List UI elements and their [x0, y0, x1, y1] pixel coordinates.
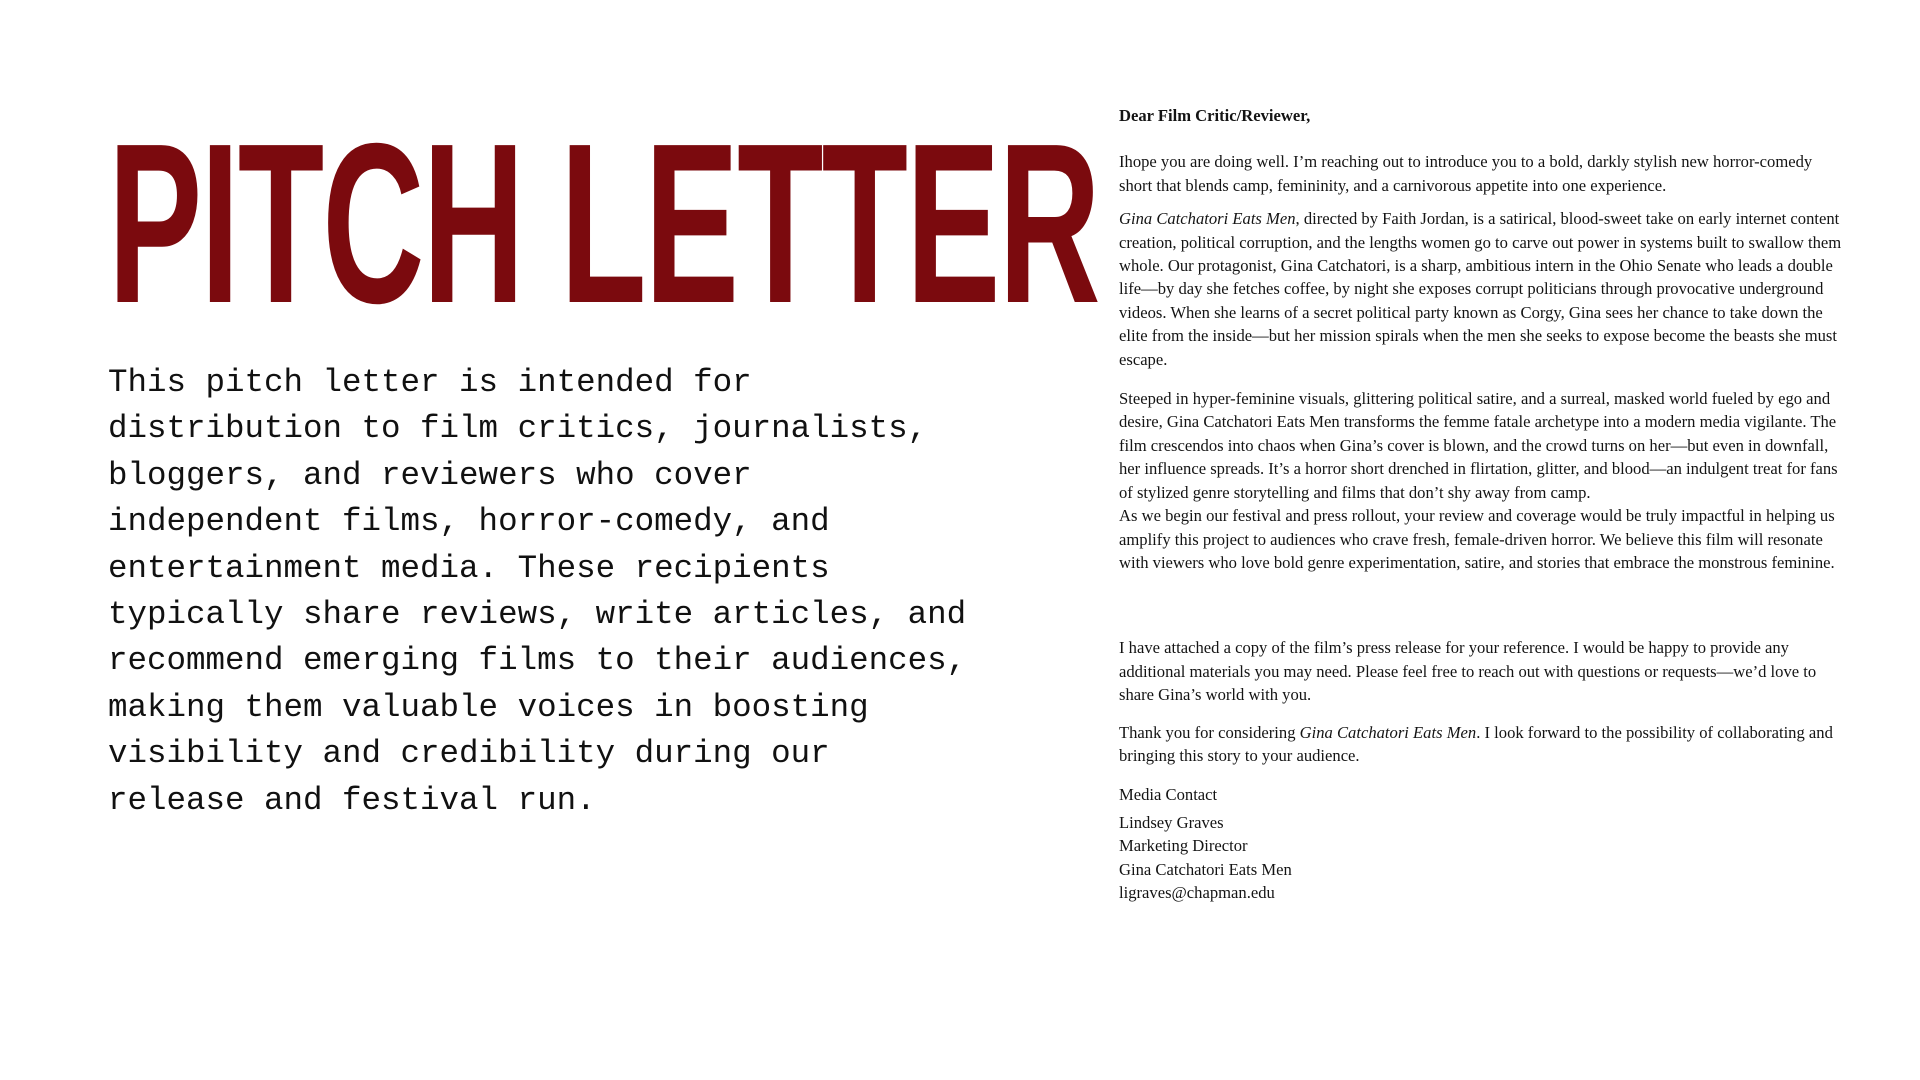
film-title-italic-2: Gina Catchatori Eats Men — [1299, 722, 1477, 742]
letter-paragraph-visuals: Steeped in hyper-feminine visuals, glittering political satire, and a surreal, masked world fueled by ego and desire, Gina Catchatori Eats Men transforms the femme fatale archetype into a modern media vigilante. The film crescendos into chaos when Gina’s cover is blown, and the crowd turns on her—but even in downfall, her influence spreads. It’s a horror short drenched in flirtation, glitter, and blood—an indulgent treat for fans of stylized genre storytelling and films that don’t shy away from camp. — [1119, 389, 1838, 502]
left-column — [108, 97, 1099, 819]
film-title-italic: Gina Catchatori Eats Men — [1119, 209, 1296, 229]
letter-salutation: Dear Film Critic/Reviewer, — [1119, 106, 1311, 125]
intro-paragraph: This pitch letter is intended for distribution to film critics, journalists, bloggers, and reviewers who cover independent films, horror-comedy, and entertainment media. These recipients typically share reviews, write articles, and recommend emerging films to their audiences, making them valuable voices in boosting visibility and credibility during our release and festival run. — [108, 364, 967, 819]
letter-paragraph-intro: Ihope you are doing well. I’m reaching out to introduce you to a bold, darkly stylish new horror-comedy short that blends camp, femininity, and a carnivorous appetite into one experience. — [1119, 152, 1813, 195]
contact-name: Lindsey Graves — [1119, 812, 1224, 832]
contact-role: Marketing Director — [1119, 836, 1248, 856]
letter-paragraph-synopsis — [1119, 207, 1849, 371]
pitch-letter — [1119, 104, 1849, 904]
contact-email: ligraves@chapman.edu — [1119, 882, 1275, 902]
letter-paragraph-attachment: I have attached a copy of the film’s press release for your reference. I would be happy to provide any additional materials you may need. Please feel free to reach out with questions or requests—we’d love to share Gina’s world with you. — [1119, 638, 1817, 705]
thanks-end: . I look forward to the possibility of collaborating and bringing this story to your audience. — [1119, 722, 1833, 765]
contact-heading: Media Contact — [1119, 785, 1218, 805]
page-title: PITCH LETTER — [108, 97, 1099, 351]
thanks-start: Thank you for considering — [1119, 722, 1300, 742]
letter-paragraph-rollout: As we begin our festival and press rollout, your review and coverage would be truly impactful in helping us amplify this project to audiences who crave fresh, female-driven horror. We believe this film will resonate with viewers who love bold genre experimentation, satire, and stories that embrace the monstrous feminine. — [1119, 506, 1835, 572]
synopsis-text: , directed by Faith Jordan, is a satirical, blood-sweet take on early internet content creation, political corruption, and the lengths women go to carve out power in systems built to swallow them whole. Our protagonist, Gina Catchatori, is a sharp, ambitious intern in the Ohio Senate who leads a double life—by day she fetches coffee, by night she exposes corrupt politicians through provocative underground videos. When she learns of a secret political party known as Corgy, Gina sees her chance to take down the elite from the inside—but her mission spirals when the men she seeks to expose become the beasts she must escape. — [1119, 209, 1842, 369]
letter-paragraph-thanks — [1119, 721, 1849, 768]
contact-organization: Gina Catchatori Eats Men — [1119, 859, 1292, 879]
